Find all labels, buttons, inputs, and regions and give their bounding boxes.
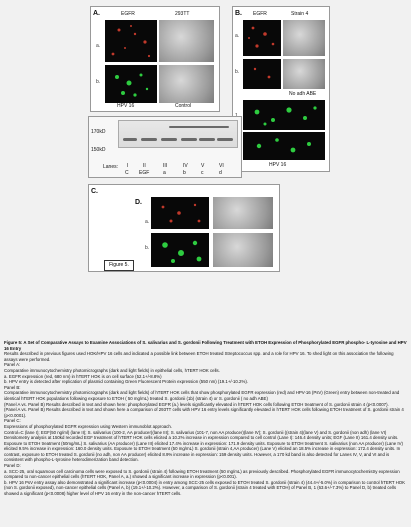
caption-panel-b-2: (Panel A vs. Panel B) Results described in text and shown here: phosphorylated EGFR (a.) levels significantly elevated in hTERT HOK cells following ETOH treatment of S. gordonii strain 4 (p<0.0007). bbox=[4, 401, 389, 407]
blot-lane-4: IV bbox=[183, 163, 188, 169]
blot-lane-label-c2: c bbox=[201, 170, 204, 176]
blot-membrane bbox=[118, 120, 238, 148]
blot-band-170 bbox=[169, 126, 229, 128]
figure-caption bbox=[4, 340, 407, 497]
blot-lane-label-d: d bbox=[219, 170, 222, 176]
blot-band-150-1 bbox=[123, 138, 137, 141]
blot-lane-5: V bbox=[201, 163, 205, 169]
caption-panel-c-1: Expressions of phosphorylated EGFR expression using Western immunoblot approach. bbox=[4, 423, 172, 429]
caption-panel-d-2: b. HPV 16 PsV entry assay also demonstrated a significant increase (p<0.0004) in entry among SCC-25 cells exposed to ETOH treated S. gordonii (strain 4) (44.4+/-5.0%) in comparison to control hTERT HOK (non S. gordonii exposed), non-cancer epithelial cells (Panel A, b) (19.1+/-10.2%). However, a comparison of S. gordonii (strain 4 treated with ETOH) of Panel B, 1 (63.6+/-7.3%) to Panel D, b) treated cells showed a significant (p<0.0008) higher level of HPV 16 entry in the non-cancer hTERT cells. bbox=[4, 479, 406, 497]
panel-a bbox=[90, 6, 220, 112]
panel-d-row-a: a. bbox=[145, 219, 150, 225]
caption-panel-d-1: a. SCC-25, oral squamous cell carcinoma cells were exposed to S. gordonii (strain 4) following ETOH treatment (50 mg/mL) as previously described. Phosphorylated EGFR immunocytochemistry expression compared to non-cancer epithelial cells (hTERT HOK, Panel A, a.) showed a significant increase in expression (p<0.001). bbox=[4, 468, 400, 480]
panel-c-d bbox=[88, 184, 280, 272]
micrograph-control-b bbox=[159, 65, 214, 103]
blot-170kd: 170kD bbox=[91, 129, 106, 135]
caption-intro: Results described in previous figures used HOK/HPV 16 cells and indicated a possible link between ETOH treated Streptococcus spp. and a role for HPV 16. To shed light on this association the following assays were performed. bbox=[4, 351, 394, 362]
caption-panel-a-head: Panel A: bbox=[4, 362, 21, 368]
caption-panel-a-1: Comparative immunocytochemistry photomicrographs (dark and light fields) in epithelial cells, hTERT HOK cells. bbox=[4, 367, 220, 373]
caption-panel-b-3: (Panel A vs. Panel B) Results described in text and shown here a comparison of 293TT cells with HPV 16 entry levels significantly elevated in hTERT HOK cells following ETOH treatment of S. gordonii strain 4 (p<0.0001). bbox=[4, 407, 404, 418]
blot-band-150-2 bbox=[141, 138, 157, 141]
micrograph-hpv16-b-1 bbox=[243, 100, 325, 130]
micrograph-egfr-b-b bbox=[243, 59, 281, 89]
panel-c-label: C. bbox=[91, 188, 98, 195]
blot-lane-2: II bbox=[143, 163, 146, 169]
caption-panel-c-head: Panel C: bbox=[4, 418, 21, 424]
blot-band-150-6 bbox=[217, 138, 233, 141]
blot-lane-6: VI bbox=[219, 163, 224, 169]
micrograph-strain4-a bbox=[283, 20, 325, 56]
micrograph-hpv16-b-2 bbox=[243, 132, 325, 160]
micrograph-hpv16-b bbox=[105, 65, 157, 103]
micrograph-d-b-dark bbox=[151, 233, 209, 267]
blot-band-150-4 bbox=[181, 138, 197, 141]
blot-lane-label-egf: EGF bbox=[139, 170, 150, 176]
caption-title: Figure 5: A Set of Comparative Assays to Examine Associations of S. salivarius and S. gordonii Following Treatment with ETOH Expression of Phosphorylated EGFR phospho- L-tyrosine and HPV 16 Entry bbox=[4, 340, 407, 351]
blot-lane-label-b: b bbox=[183, 170, 186, 176]
blot-150kd: 150kD bbox=[91, 147, 106, 153]
caption-panel-b-head: Panel B: bbox=[4, 384, 21, 390]
panel-b-col1: EGFR bbox=[253, 11, 267, 17]
blot-band-150-3 bbox=[161, 138, 177, 141]
blot-lane-3: III bbox=[163, 163, 168, 169]
panel-b-bottom: HPV 16 bbox=[269, 162, 287, 168]
micrograph-egfr-b-a bbox=[243, 20, 281, 56]
caption-panel-a-2: a. EGFR expression (red, 680 nm) in hTERT HOK is on cell surface (52.1+/-8.8%) bbox=[4, 373, 162, 379]
panel-b-col2: Strain 4 bbox=[291, 11, 309, 17]
caption-panel-d-head: Panel D: bbox=[4, 463, 21, 469]
caption-panel-c-3: Densitometry analysis at 150kd recorded EGF treatment of hTERT HOK cells elicited a 10.2% increase in expression compared to cell control (Lane I): 146.4 density units; EGF (Lane II) 161.4 density units. Exposure to ETOH treatment (50mg/mL) S. salivarius (AA producer) (Lane III) elicited 17.4% increase in expression: 171.9 density units. Exposure to ETOH treatment S. salivarius (non AA producer) (Lane IV) elicited 9.5% increase in expression: 160.0 density units. Exposure to ETOH treatment (50 mg/mL) S. gordonii (strain 4,AA producer) (Lane V) elicited an 18.5% increase in expression: 172.4 density units. In contrast, exposure to ETOH treated S. gordonii (no adh, non AA producer) elicited 8.9% increase in expression: 159 density units. However, a 170 kd band is also detected for Lanes IV, V, and VI and is consistent with phospho-L-tyrosine heterodimerization band detection. bbox=[4, 435, 403, 463]
panel-a-label: A. bbox=[93, 10, 100, 17]
caption-panel-a-3: b. HPV entry is detected after replication of plasmid containing Green Fluorescent Protein expression (550 nm) (19.1+/-10.2%). bbox=[4, 379, 248, 385]
panel-a-bottom-right: Control bbox=[175, 103, 192, 109]
panel-a-bottom-left: HPV 16 bbox=[117, 103, 135, 109]
panel-b-label: B. bbox=[235, 10, 242, 17]
panel-d-row-b: b. bbox=[145, 245, 150, 251]
caption-panel-c-2: Control=C (lane I); EGF(50 ng/ml) (lane II); S. salivarius (100-2, AA producer)(lane III); S. salivarius (101-7, non AA producer)(lane IV); S. gordonii ((strain 4)(lane V) and S. gordonii (non adh) (lane VI) bbox=[4, 429, 387, 435]
panel-a-row-b: b. bbox=[96, 79, 101, 85]
panel-b bbox=[232, 6, 330, 172]
panel-b-no-adh: No adh ABE bbox=[289, 91, 317, 97]
blot-lane-label-c: C bbox=[125, 170, 129, 176]
blot-lane-1: I bbox=[127, 163, 129, 169]
blot-band-150-5 bbox=[199, 138, 215, 141]
panel-a-col1: EGFR bbox=[121, 11, 135, 17]
micrograph-d-a-dark bbox=[151, 197, 209, 229]
micrograph-293tt-a bbox=[159, 20, 214, 62]
micrograph-egfr-a bbox=[105, 20, 157, 62]
micrograph-no-adh bbox=[283, 59, 325, 89]
micrograph-d-b-light bbox=[213, 233, 273, 267]
caption-panel-b-1: Comparative immunocytochemistry photomicrographs (dark and light fields) of hTERT HOK cells that show phosphorylated EGFR expression (red) and HPV-16 (PsV) (Green) entry between non-treated and identical hTERT HOK populations following exposure to ETOH ( 50 mg/mL) treated S. gordonii (1b) (strain 4) or S. gordonii ( no adh ABE) bbox=[4, 390, 400, 401]
panel-b-row-a: a. bbox=[235, 33, 240, 39]
panel-b-row-b: b. bbox=[235, 69, 240, 75]
figure-label: Figure 5. bbox=[104, 260, 134, 271]
panel-d-label: D. bbox=[135, 199, 142, 206]
micrograph-d-a-light bbox=[213, 197, 273, 229]
panel-a-row-a: a. bbox=[96, 43, 101, 49]
blot-lane-label-a: a bbox=[163, 170, 166, 176]
panel-a-col2: 293TT bbox=[175, 11, 190, 17]
blot-lanes-label: Lanes: bbox=[103, 164, 119, 170]
